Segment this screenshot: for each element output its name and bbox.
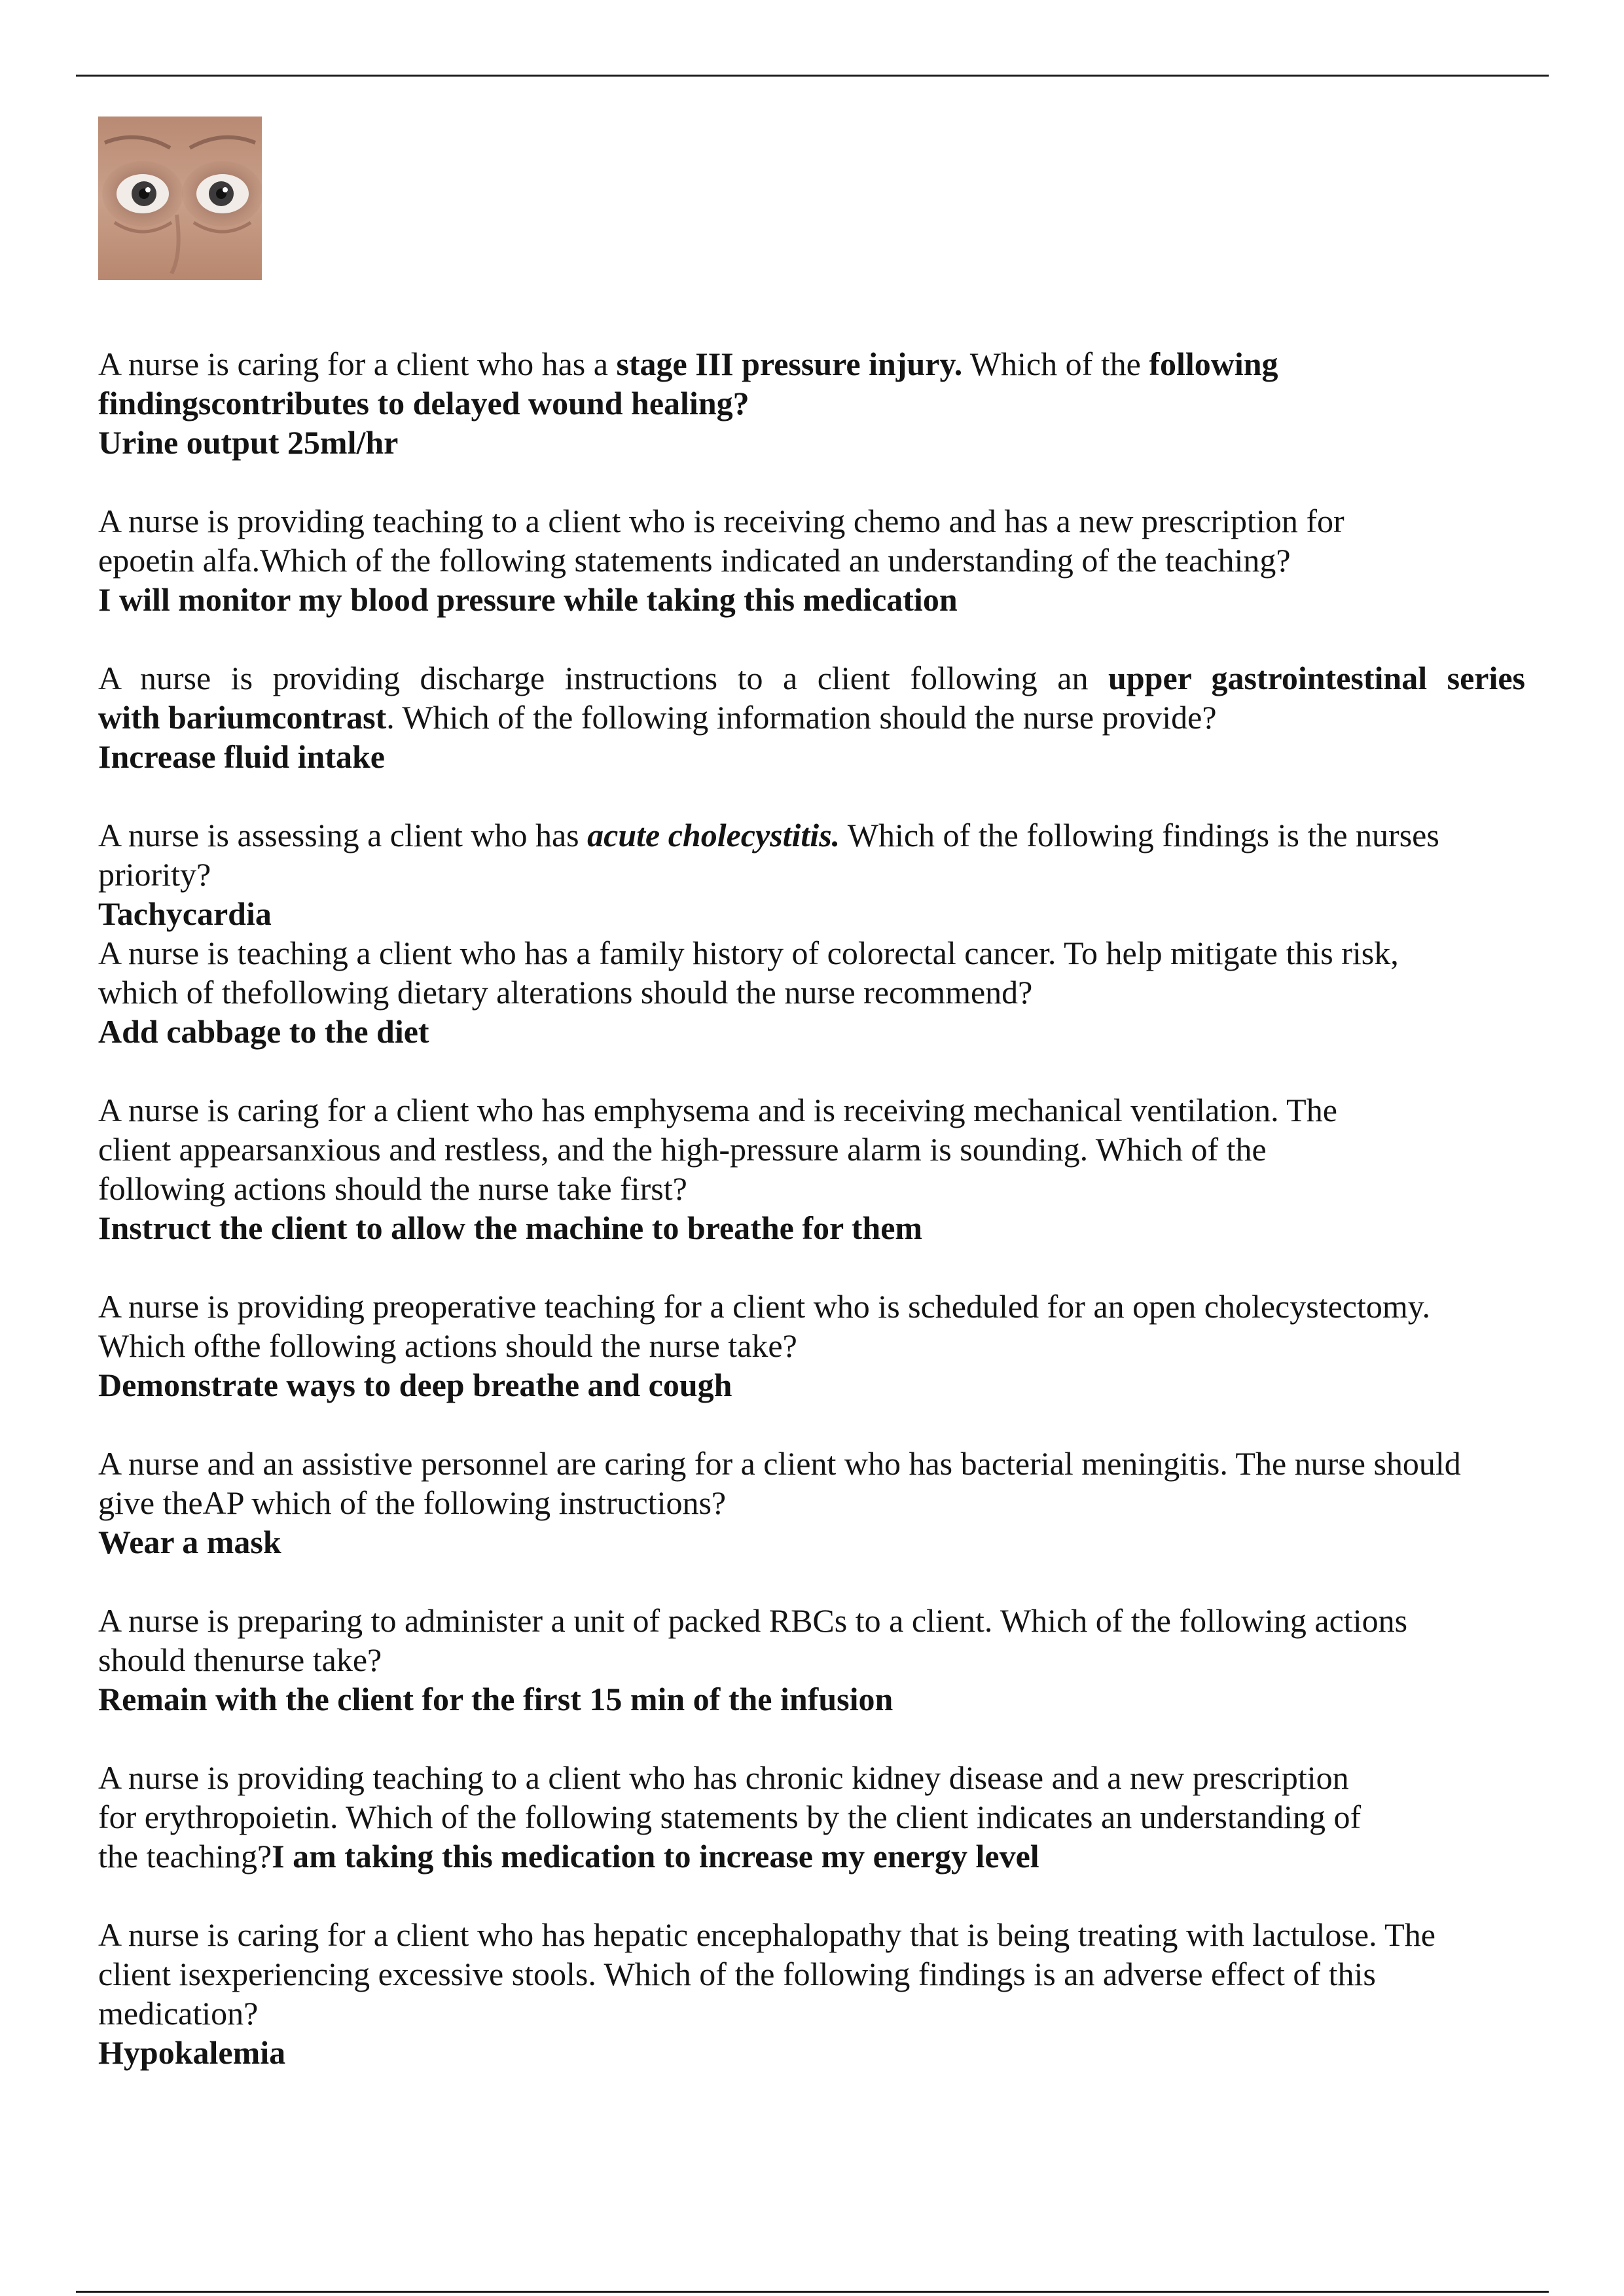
question-text: epoetin alfa.Which of the following statements indicated an understanding of the teaching?: [98, 542, 1291, 579]
answer-text: Add cabbage to the diet: [98, 1013, 429, 1050]
question-text: for erythropoietin. Which of the following statements by the client indicates an understanding of: [98, 1799, 1362, 1835]
answer-text: I will monitor my blood pressure while taking this medication: [98, 581, 958, 618]
answer-text: Tachycardia: [98, 895, 272, 932]
question-text: give theAP which of the following instructions?: [98, 1484, 727, 1521]
question-text: A nurse is providing teaching to a client who has chronic kidney disease and a new prescription: [98, 1759, 1349, 1796]
question-text: should thenurse take?: [98, 1641, 382, 1678]
question-item-8: [98, 1444, 1604, 1562]
question-text: A nurse is preparing to administer a unit of packed RBCs to a client. Which of the following actions: [98, 1602, 1408, 1639]
question-item-9: [98, 1601, 1604, 1719]
answer-text: I am taking this medication to increase my energy level: [272, 1838, 1039, 1874]
question-text: client appearsanxious and restless, and the high-pressure alarm is sounding. Which of the: [98, 1131, 1267, 1168]
answer-text: Wear a mask: [98, 1524, 281, 1560]
question-text: with bariumcontrast. Which of the following information should the nurse provide?: [98, 699, 1217, 736]
bottom-rule: [76, 2291, 1549, 2293]
question-text: A nurse is caring for a client who has a stage III pressure injury. Which of the following: [98, 346, 1278, 382]
question-item-6: [98, 1090, 1604, 1247]
question-text: medication?: [98, 1995, 259, 2032]
question-text: client isexperiencing excessive stools. Which of the following findings is an adverse effect of this: [98, 1956, 1376, 1992]
question-list: [98, 344, 1604, 2111]
answer-text: Demonstrate ways to deep breathe and cough: [98, 1367, 732, 1403]
question-text: A nurse is teaching a client who has a family history of colorectal cancer. To help mitigate this risk,: [98, 935, 1399, 971]
question-item-11: [98, 1915, 1604, 2072]
top-rule: [76, 75, 1549, 77]
question-item-7: [98, 1287, 1604, 1405]
question-item-3: [98, 658, 1604, 776]
question-text: A nurse is caring for a client who has hepatic encephalopathy that is being treating with lactulose. The: [98, 1916, 1435, 1953]
answer-text: Urine output 25ml/hr: [98, 424, 399, 461]
question-text: A nurse and an assistive personnel are caring for a client who has bacterial meningitis. The nurse should: [98, 1445, 1461, 1482]
question-item-2: [98, 501, 1604, 619]
answer-text: Remain with the client for the first 15 min of the infusion: [98, 1681, 893, 1717]
question-text-emphasis: findingscontributes to delayed wound healing?: [98, 385, 749, 422]
question-item-10: [98, 1758, 1604, 1876]
question-text: A nurse is providing teaching to a client who is receiving chemo and has a new prescription for: [98, 503, 1344, 539]
question-text: which of thefollowing dietary alterations should the nurse recommend?: [98, 974, 1033, 1011]
answer-text: Instruct the client to allow the machine to breathe for them: [98, 1210, 923, 1246]
question-item-4: [98, 816, 1604, 933]
question-text: following actions should the nurse take first?: [98, 1170, 687, 1207]
question-item-5: [98, 933, 1604, 1051]
question-text: A nurse is providing preoperative teaching for a client who is scheduled for an open cholecystectomy.: [98, 1288, 1431, 1325]
face-eyes-photo: [98, 117, 262, 280]
question-text: Which ofthe following actions should the nurse take?: [98, 1327, 797, 1364]
question-text: A nurse is providing discharge instructions to a client following an upper gastrointestinal series: [98, 660, 1525, 696]
question-text: priority?: [98, 856, 211, 893]
question-item-1: [98, 344, 1604, 462]
question-text: A nurse is caring for a client who has emphysema and is receiving mechanical ventilation. The: [98, 1092, 1337, 1128]
question-text: A nurse is assessing a client who has acute cholecystitis. Which of the following findings is the nurses: [98, 817, 1439, 853]
answer-text: Hypokalemia: [98, 2034, 286, 2071]
question-text: the teaching?I am taking this medication to increase my energy level: [98, 1838, 1039, 1874]
answer-text: Increase fluid intake: [98, 738, 385, 775]
